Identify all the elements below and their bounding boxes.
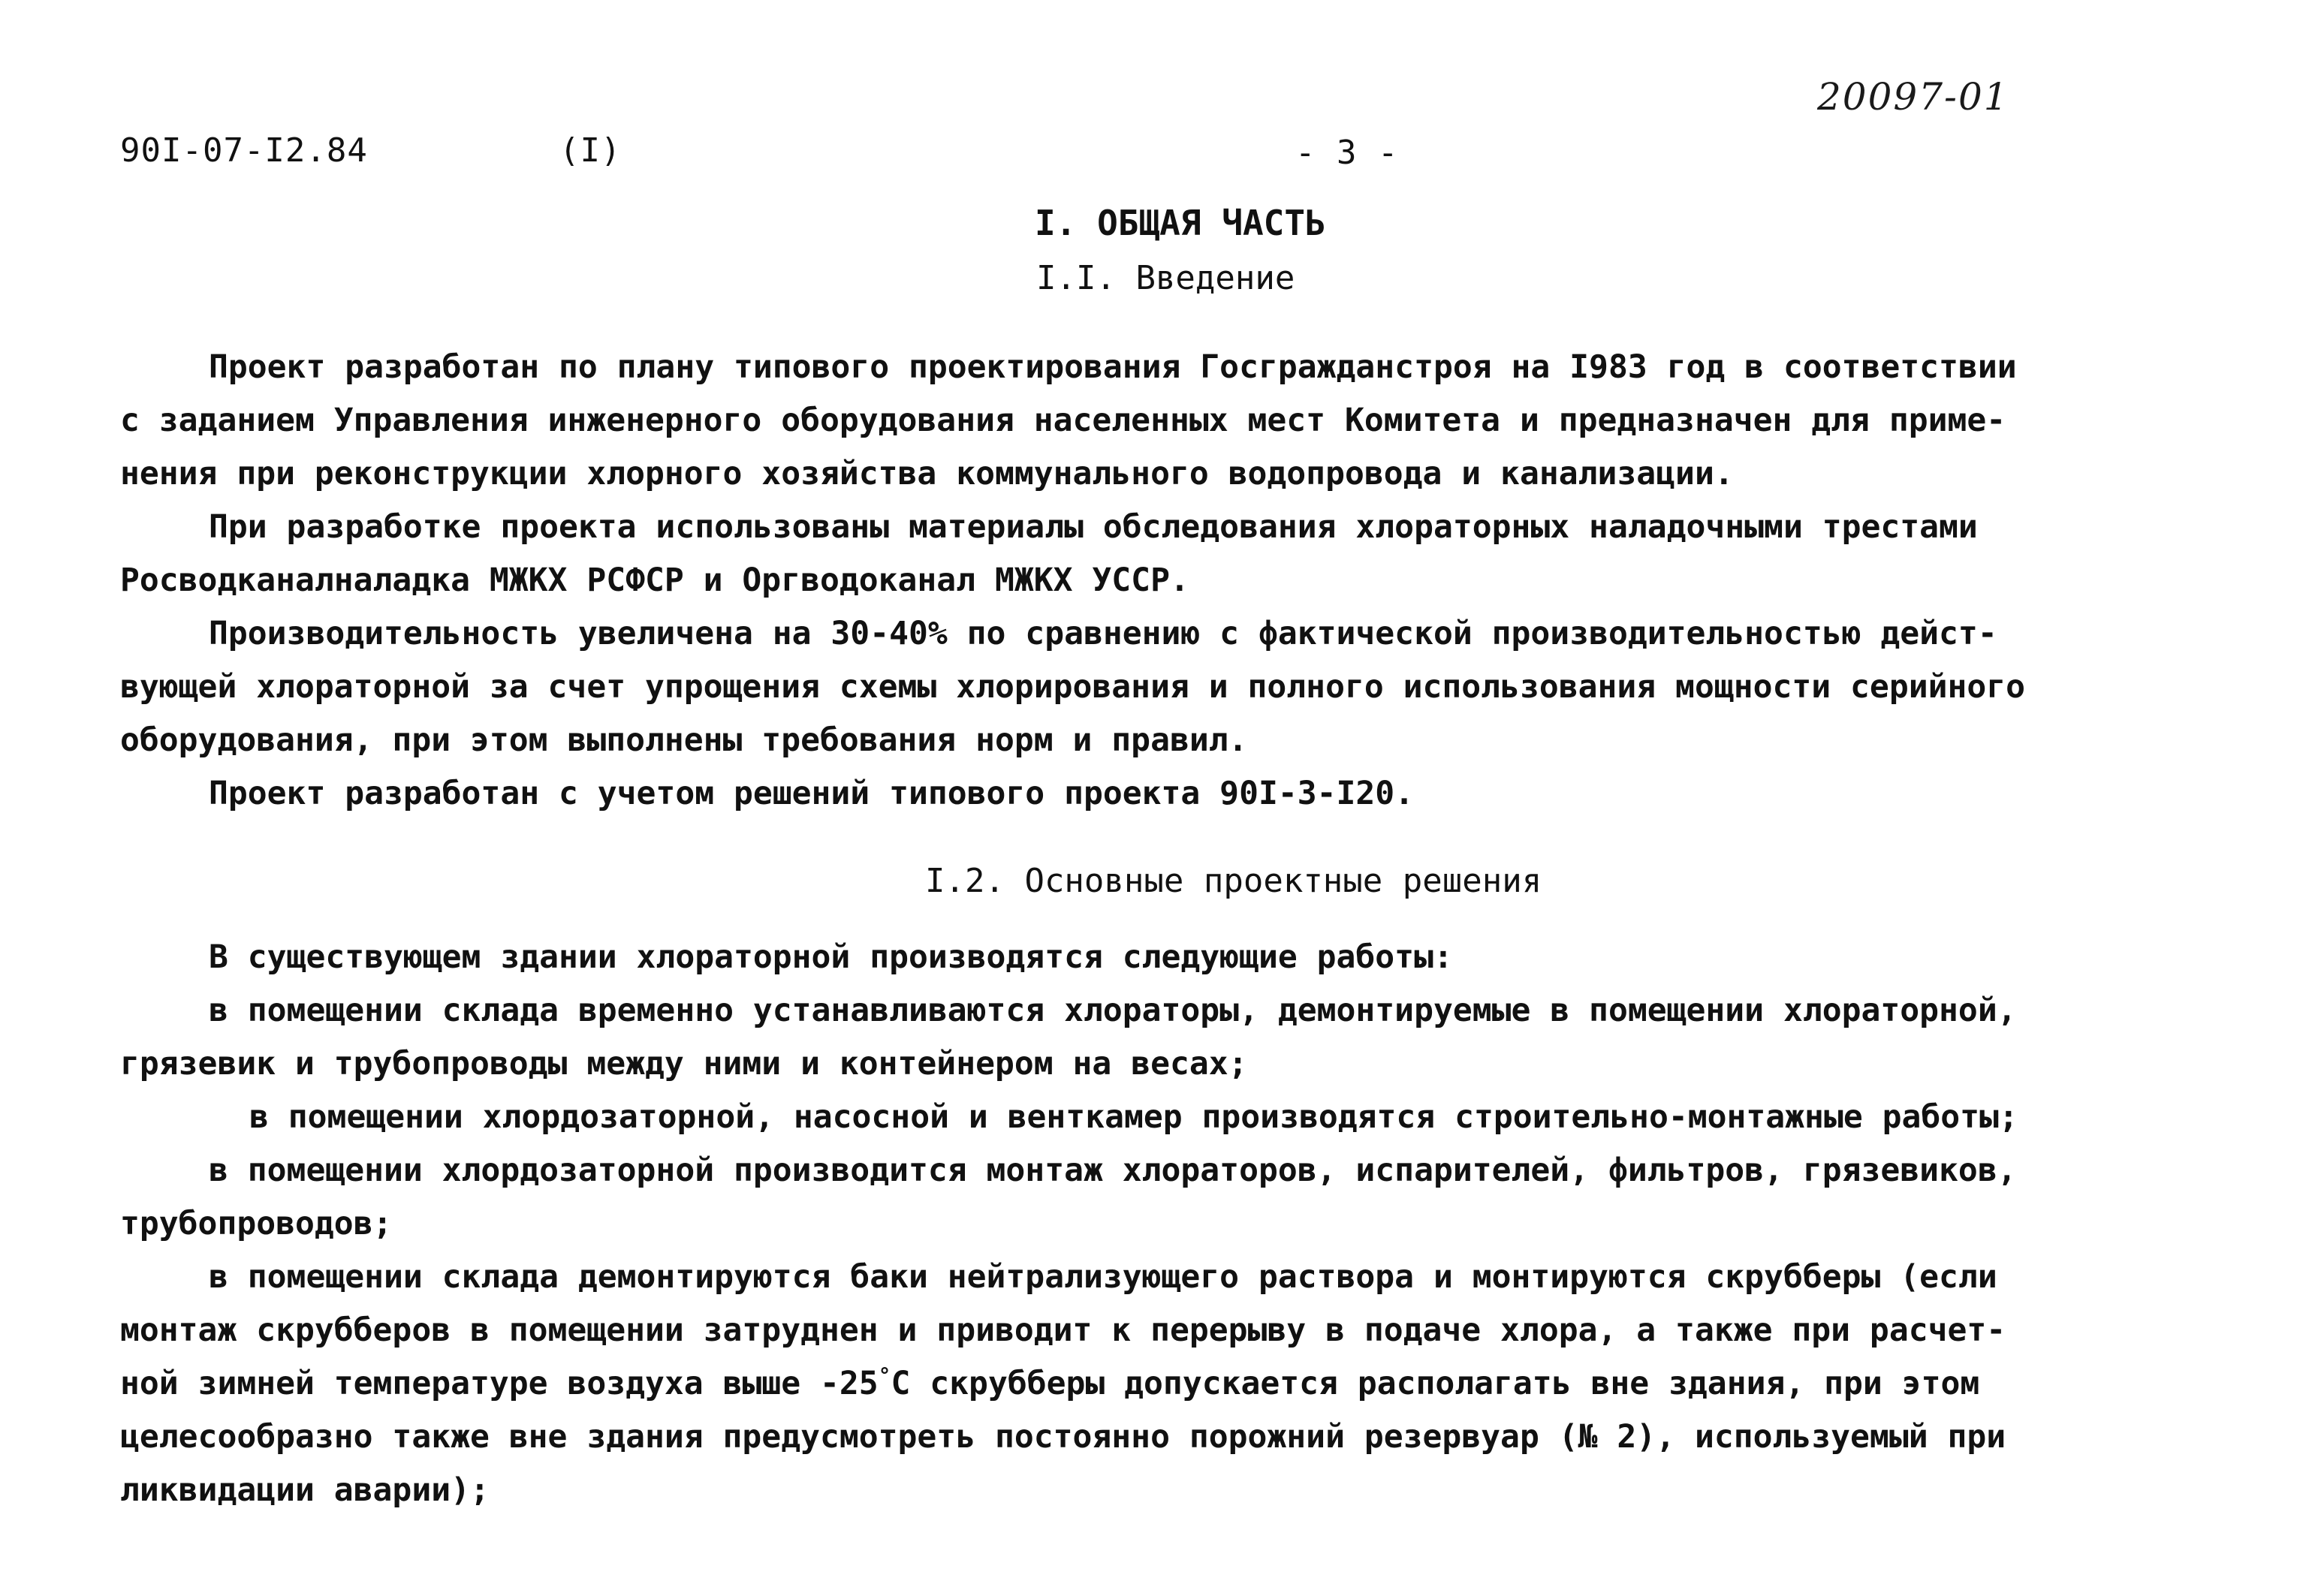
text-line: целесообразно также вне здания предусмотреть постоянно порожний резервуар (№ 2), используемый при (120, 1418, 2006, 1456)
text-line: нения при реконструкции хлорного хозяйства коммунального водопровода и канализации. (120, 455, 1734, 492)
text-segment: С скрубберы допускается располагать вне здания, при этом (891, 1365, 1980, 1402)
text-line: в помещении хлордозаторной, насосной и венткамер производятся строительно-монтажные работы; (249, 1098, 2018, 1136)
text-line: грязевик и трубопроводы между ними и контейнером на весах; (120, 1045, 1248, 1083)
section-title: I. ОБЩАЯ ЧАСТЬ (1035, 203, 1326, 243)
text-line-temperature (120, 1357, 2238, 1411)
text-line: ликвидации аварии); (120, 1471, 490, 1509)
text-line: Производительность увеличена на 30-40% по сравнению с фактической производительностью дейст- (209, 615, 1997, 652)
text-line: монтаж скрубберов в помещении затруднен и приводит к перерыву в подаче хлора, а также при расчет- (120, 1311, 2006, 1349)
design-solutions-text (120, 931, 2238, 1517)
subsection-title: I.2. Основные проектные решения (925, 862, 1542, 900)
text-line: Росводканалналадка МЖКХ РСФСР и Оргводоканал МЖКХ УССР. (120, 562, 1189, 599)
page-number: - 3 - (1295, 134, 1399, 172)
text-line: оборудования, при этом выполнены требования норм и правил. (120, 721, 1248, 759)
text-line: В существующем здании хлораторной производятся следующие работы: (209, 938, 1453, 976)
text-line: Проект разработан с учетом решений типового проекта 90I-3-I20. (209, 775, 1415, 812)
text-line: в помещении хлордозаторной производится монтаж хлораторов, испарителей, фильтров, грязевиков, (209, 1152, 2017, 1189)
handwritten-number: 20097-01 (1817, 75, 2009, 119)
text-segment: ной зимней температуре воздуха выше -25 (120, 1365, 879, 1402)
section-subtitle: I.I. Введение (1036, 259, 1295, 297)
text-line: в помещении склада временно устанавливаются хлораторы, демонтируемые в помещении хлораторной, (209, 992, 2017, 1029)
text-line: При разработке проекта использованы материалы обследования хлораторных наладочными трестами (209, 508, 1978, 546)
text-line: Проект разработан по плану типового проектирования Госгражданстроя на I983 год в соответствии (209, 348, 2017, 386)
introduction-text (120, 341, 2238, 821)
text-line: с заданием Управления инженерного оборудования населенных мест Комитета и предназначен для приме- (120, 402, 2006, 439)
text-line: в помещении склада демонтируются баки нейтрализующего раствора и монтируются скрубберы (если (209, 1258, 1997, 1296)
degree-sign: ° (878, 1363, 891, 1388)
document-code: 90I-07-I2.84 (120, 131, 368, 170)
document-part: (I) (559, 131, 622, 170)
text-line: вующей хлораторной за счет упрощения схемы хлорирования и полного использования мощности серийного (120, 668, 2026, 706)
text-line: трубопроводов; (120, 1205, 393, 1242)
